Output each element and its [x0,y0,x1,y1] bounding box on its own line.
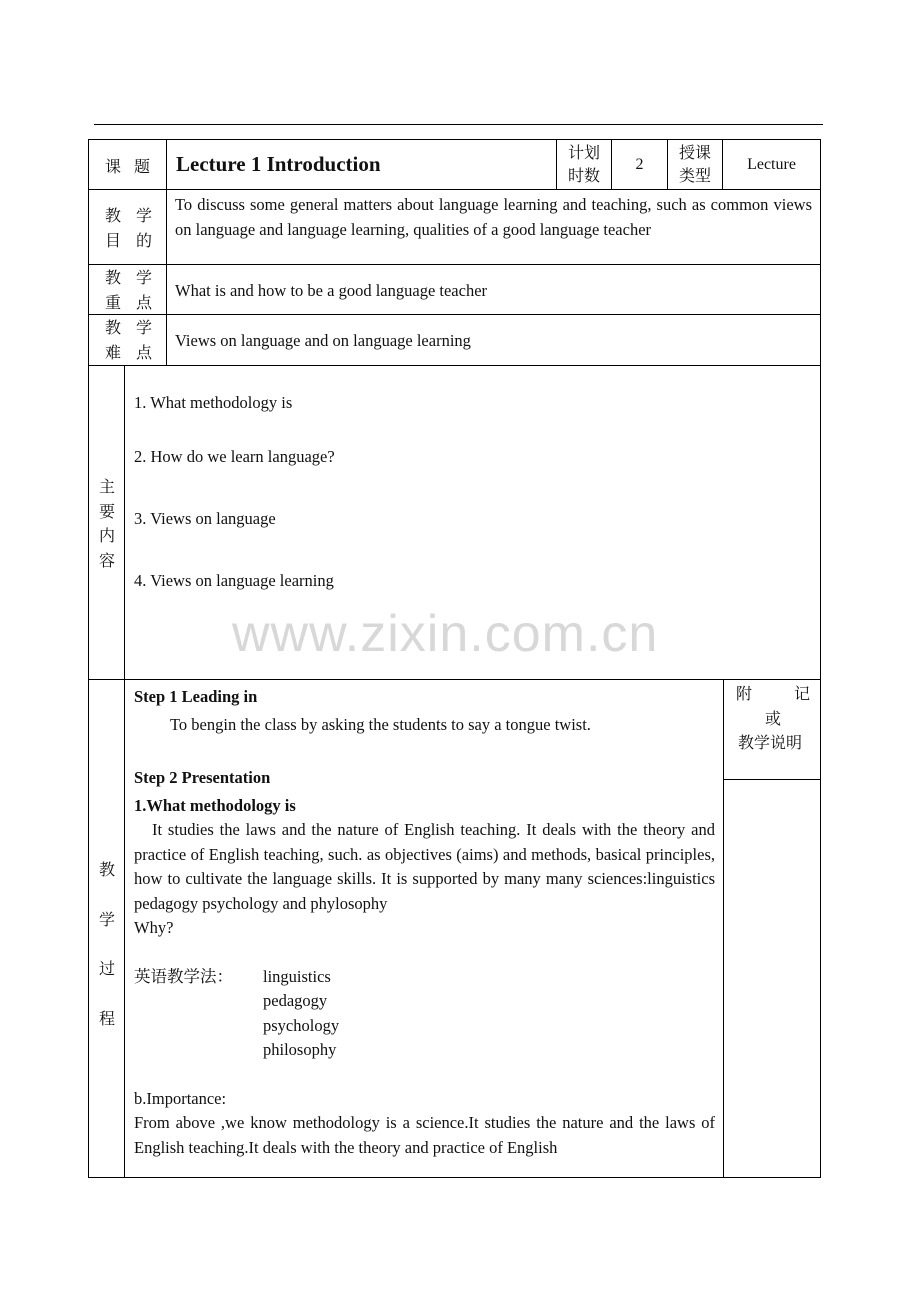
methodology-label: 英语教学法： [134,966,233,986]
main-content-item: 2. How do we learn language? [134,447,335,466]
process-char: 教 [98,862,115,879]
step1-text: To bengin the class by asking the students to say a tongue twist. [170,715,591,734]
process-body [134,685,715,1160]
process-label [89,680,125,1177]
main-content-char: 主 [98,479,115,496]
side-note-header: 附 记 或 教学说明 [723,680,820,780]
methodology-item: pedagogy [263,991,328,1010]
process-char: 过 [98,961,115,978]
class-type-label: 授课 类型 [668,140,723,190]
planned-hours-value: 2 [612,140,668,190]
difficulties-text: Views on language and on language learning [167,315,820,366]
difficulties-label: 教 学 难 点 [89,315,167,366]
step1-title: Step 1 Leading in [134,687,258,706]
key-points-text: What is and how to be a good language teacher [167,265,820,315]
section1-text: It studies the laws and the nature of English teaching. It deals with the theory and practice of English teaching, such. as objectives (aims) and methods, basical principles, how to cultivate the language skills. It is supported by many many sciences:linguistics pedagogy psychology and phylosophy [134,820,715,913]
class-type-value: Lecture [723,140,820,190]
main-content-label [89,366,125,680]
main-content-char: 容 [98,552,115,570]
why-text: Why? [134,918,174,937]
objectives-text: To discuss some general matters about language learning and teaching, such as common views on language and language learning, qualities of a good language teacher [167,190,820,265]
main-content-item: 1. What methodology is [134,393,293,412]
methodology-list [134,965,715,1063]
topic-label: 课 题 [89,140,167,190]
process-char: 程 [98,1010,115,1028]
objectives-label: 教 学 目 的 [89,190,167,265]
key-points-label: 教 学 重 点 [89,265,167,315]
methodology-item: linguistics [263,966,331,986]
methodology-item: philosophy [263,1040,337,1059]
process-char: 学 [98,911,115,929]
planned-hours-label: 计划 时数 [557,140,612,190]
step2-title: Step 2 Presentation [134,768,271,787]
main-content-item: 3. Views on language [134,509,276,528]
methodology-item: psychology [263,1015,340,1035]
importance-text: From above ,we know methodology is a science.It studies the nature and the laws of English teaching.It deals with the theory and practice of English [134,1113,715,1157]
side-note-body [723,780,820,1177]
main-content-char: 要 [98,503,115,521]
top-rule [94,124,823,125]
lecture-title: Lecture 1 Introduction [167,140,557,190]
section1-title: 1.What methodology is [134,796,296,815]
watermark: www.zixin.com.cn [232,605,659,663]
main-content-char: 内 [98,528,115,545]
main-content-item: 4. Views on language learning [134,571,334,590]
importance-title: b.Importance: [134,1088,227,1108]
